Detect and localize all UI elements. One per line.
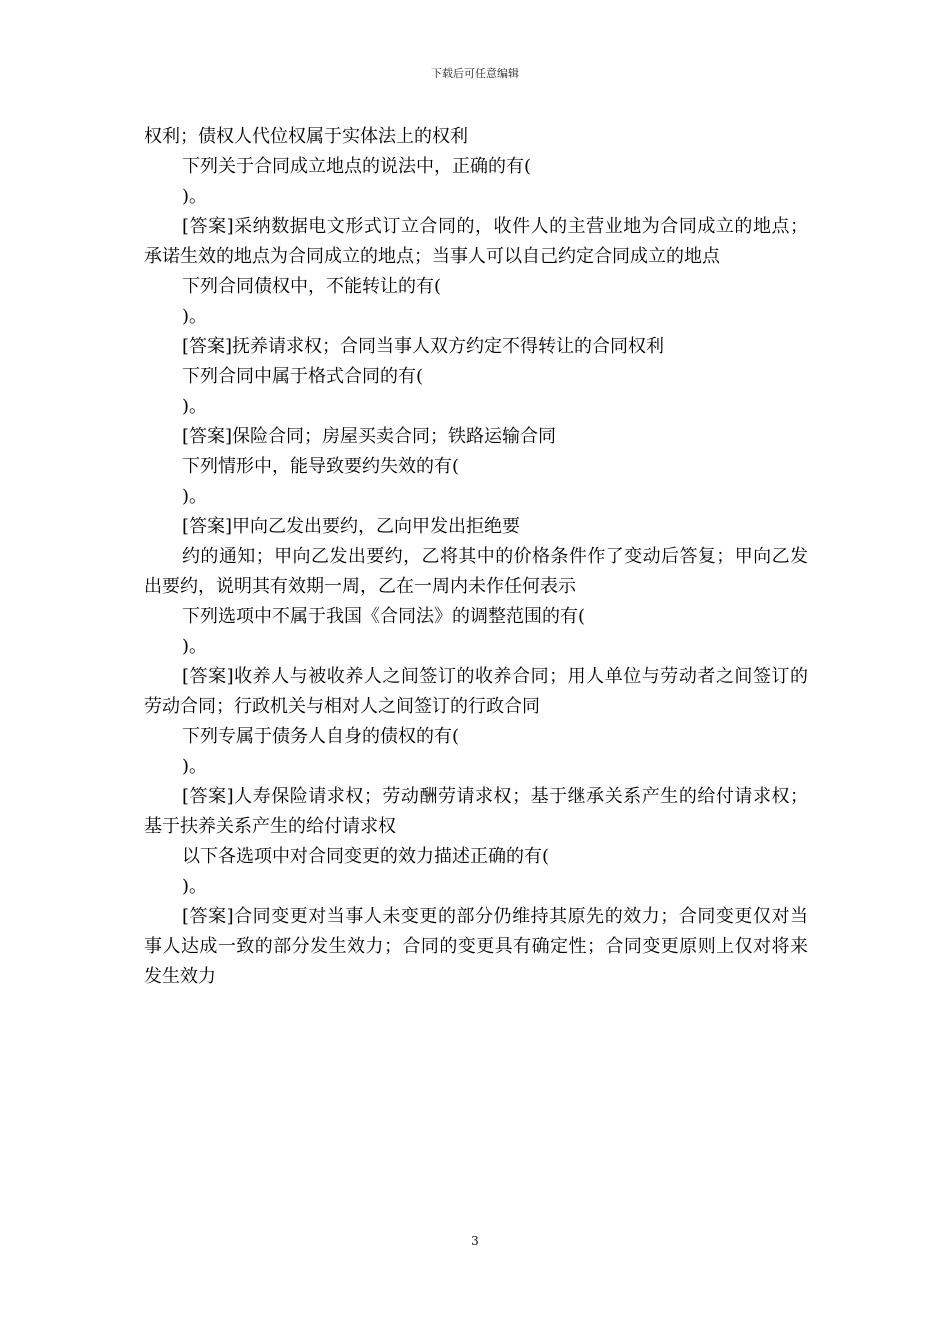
question-blank: )。 [182, 486, 208, 507]
question-paragraph: 下列选项中不属于我国《合同法》的调整范围的有( [182, 606, 586, 627]
question-paragraph: 下列关于合同成立地点的说法中，正确的有( [182, 156, 532, 177]
question-blank: )。 [182, 396, 208, 417]
question-blank: )。 [182, 306, 208, 327]
question-paragraph: 以下各选项中对合同变更的效力描述正确的有( [182, 846, 550, 867]
question-blank: )。 [182, 636, 208, 657]
page-header [0, 66, 950, 82]
question-blank: )。 [182, 876, 208, 897]
answer-paragraph: [答案]收养人与被收养人之间签订的收养合同；用人单位与劳动者之间签订的劳动合同；行政机关与相对人之间签订的行政合同 [144, 666, 808, 717]
answer-paragraph: [答案]合同变更对当事人未变更的部分仍维持其原先的效力；合同变更仅对当事人达成一致的部分发生效力；合同的变更具有确定性；合同变更原则上仅对将来发生效力 [144, 906, 808, 987]
answer-paragraph: [答案]抚养请求权；合同当事人双方约定不得转让的合同权利 [182, 336, 665, 357]
header-text: 下载后可任意编辑 [431, 67, 519, 80]
page-footer [0, 1233, 950, 1249]
question-paragraph: 下列情形中，能导致要约失效的有( [182, 456, 460, 477]
page-number: 3 [471, 1234, 479, 1248]
document-body [144, 122, 808, 992]
paragraph: 权利；债权人代位权属于实体法上的权利 [144, 126, 468, 147]
answer-paragraph: [答案]人寿保险请求权；劳动酬劳请求权；基于继承关系产生的给付请求权；基于扶养关系产生的给付请求权 [144, 786, 808, 837]
question-blank: )。 [182, 756, 208, 777]
answer-paragraph: [答案]保险合同；房屋买卖合同；铁路运输合同 [182, 426, 557, 447]
question-paragraph: 下列合同债权中，不能转让的有( [182, 276, 442, 297]
question-paragraph: 下列合同中属于格式合同的有( [182, 366, 424, 387]
answer-paragraph: [答案]甲向乙发出要约，乙向甲发出拒绝要 [182, 516, 521, 537]
question-blank: )。 [182, 186, 208, 207]
answer-paragraph: [答案]采纳数据电文形式订立合同的，收件人的主营业地为合同成立的地点；承诺生效的地点为合同成立的地点；当事人可以自己约定合同成立的地点 [144, 216, 808, 267]
question-paragraph: 下列专属于债务人自身的债权的有( [182, 726, 460, 747]
answer-continuation: 约的通知；甲向乙发出要约，乙将其中的价格条件作了变动后答复；甲向乙发出要约，说明其有效期一周，乙在一周内未作任何表示 [144, 546, 808, 597]
